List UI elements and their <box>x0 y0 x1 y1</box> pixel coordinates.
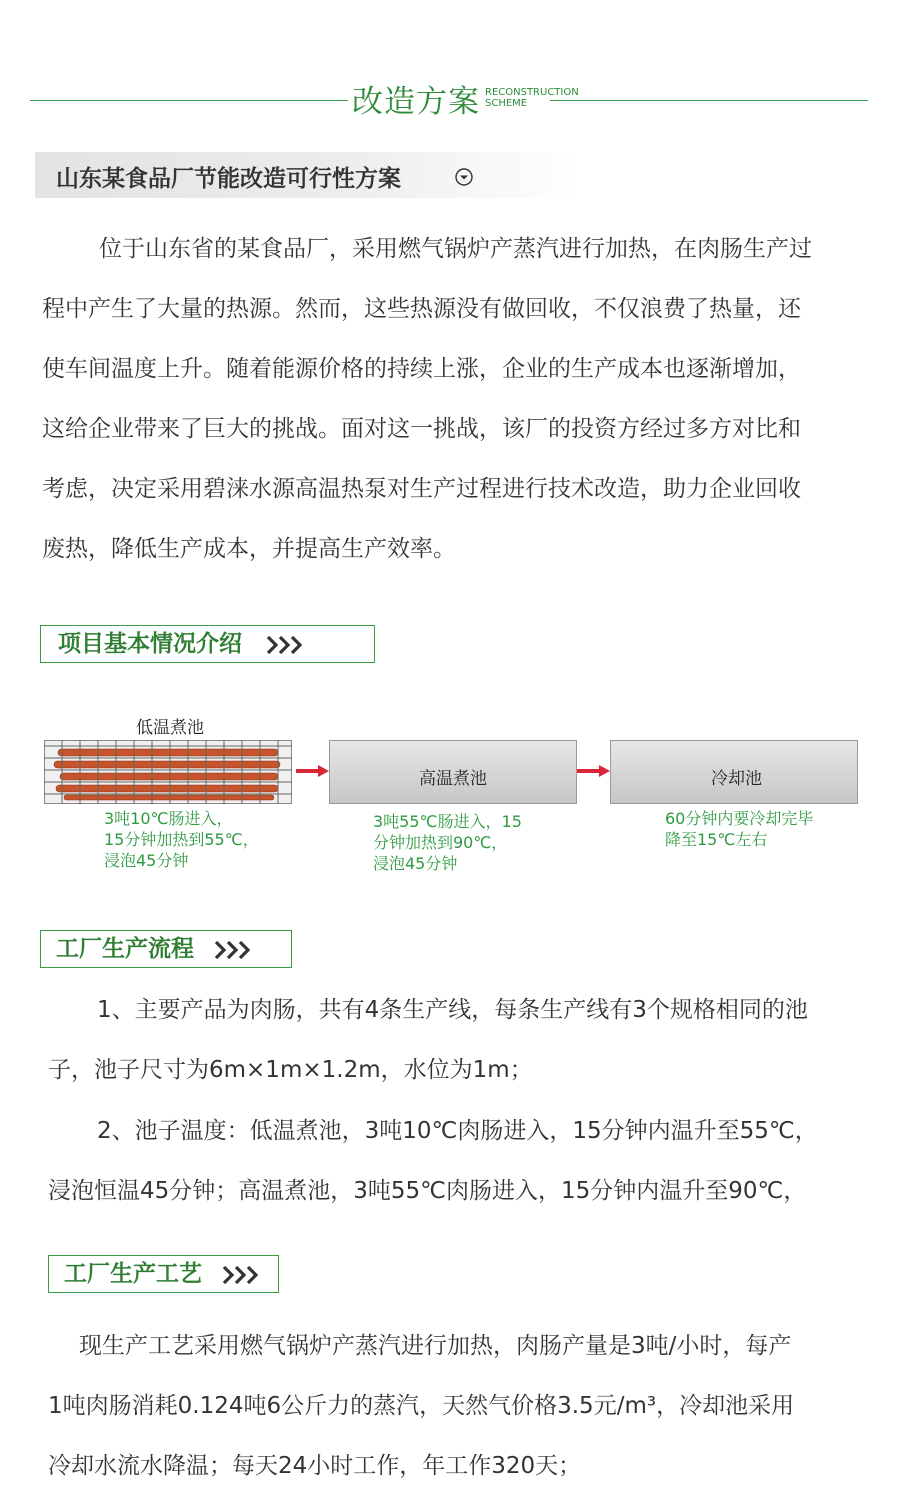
pool2-note-line: 分钟加热到90℃， <box>373 833 508 852</box>
section-title-factory-flow: 工厂生产流程 <box>56 936 194 962</box>
triple-chevron-icon <box>221 1264 261 1286</box>
pool3-notes <box>665 808 813 850</box>
intro-line: 位于山东省的某食品厂，采用燃气锅炉产蒸汽进行加热，在肉肠生产过 <box>99 236 812 262</box>
pool1-notes <box>104 808 259 871</box>
chevron-down-circle-icon[interactable] <box>455 168 473 186</box>
sausage-pool-illustration <box>44 740 292 804</box>
banner-title: 山东某食品厂节能改造可行性方案 <box>56 166 401 192</box>
arrow-right-icon <box>296 764 330 778</box>
pool1-label: 低温煮池 <box>136 718 204 738</box>
triple-chevron-icon <box>213 939 253 961</box>
pool1-note-line: 15分钟加热到55℃， <box>104 830 259 849</box>
header-divider-left <box>30 100 348 101</box>
pool2-note-line: 3吨55℃肠进入，15 <box>373 812 522 831</box>
header-divider-right <box>550 100 868 101</box>
intro-line: 这给企业带来了巨大的挑战。面对这一挑战，该厂的投资方经过多方对比和 <box>42 416 801 442</box>
pool2-notes <box>373 811 522 874</box>
section-title-basic-info: 项目基本情况介绍 <box>58 631 242 657</box>
pool3-note-line: 60分钟内要冷却完毕 <box>665 809 814 828</box>
page-title: 改造方案 <box>352 84 480 120</box>
intro-line: 废热，降低生产成本，并提高生产效率。 <box>42 536 456 562</box>
triple-chevron-icon <box>265 634 305 656</box>
flow-line: 浸泡恒温45分钟；高温煮池，3吨55℃肉肠进入，15分钟内温升至90℃， <box>48 1178 807 1204</box>
page-subtitle <box>485 87 579 109</box>
pool3-label: 冷却池 <box>711 769 762 789</box>
intro-line: 程中产生了大量的热源。然而，这些热源没有做回收，不仅浪费了热量，还 <box>42 296 801 322</box>
pool2-label: 高温煮池 <box>419 769 487 789</box>
page-subtitle-line2: SCHEME <box>485 98 528 109</box>
process-line: 冷却水流水降温；每天24小时工作，年工作320天； <box>48 1453 582 1479</box>
arrow-right-icon <box>577 764 611 778</box>
pool2-note-line: 浸泡45分钟 <box>373 854 458 873</box>
process-line: 现生产工艺采用燃气锅炉产蒸汽进行加热，肉肠产量是3吨/小时，每产 <box>79 1333 792 1359</box>
flow-line: 2、池子温度：低温煮池，3吨10℃肉肠进入，15分钟内温升至55℃， <box>97 1118 818 1144</box>
pool1-note-line: 浸泡45分钟 <box>104 851 189 870</box>
process-line: 1吨肉肠消耗0.124吨6公斤力的蒸汽，天然气价格3.5元/m³，冷却池采用 <box>48 1393 795 1419</box>
page-subtitle-line1: RECONSTRUCTION <box>485 87 579 98</box>
intro-line: 使车间温度上升。随着能源价格的持续上涨，企业的生产成本也逐渐增加， <box>42 356 801 382</box>
section-title-factory-process: 工厂生产工艺 <box>64 1261 202 1287</box>
pool3-note-line: 降至15℃左右 <box>665 830 768 849</box>
pool1-note-line: 3吨10℃肠进入， <box>104 809 233 828</box>
flow-line: 1、主要产品为肉肠，共有4条生产线，每条生产线有3个规格相同的池 <box>97 997 808 1023</box>
intro-line: 考虑，决定采用碧涞水源高温热泵对生产过程进行技术改造，助力企业回收 <box>42 476 801 502</box>
flow-line: 子，池子尺寸为6m×1m×1.2m，水位为1m； <box>48 1057 533 1083</box>
